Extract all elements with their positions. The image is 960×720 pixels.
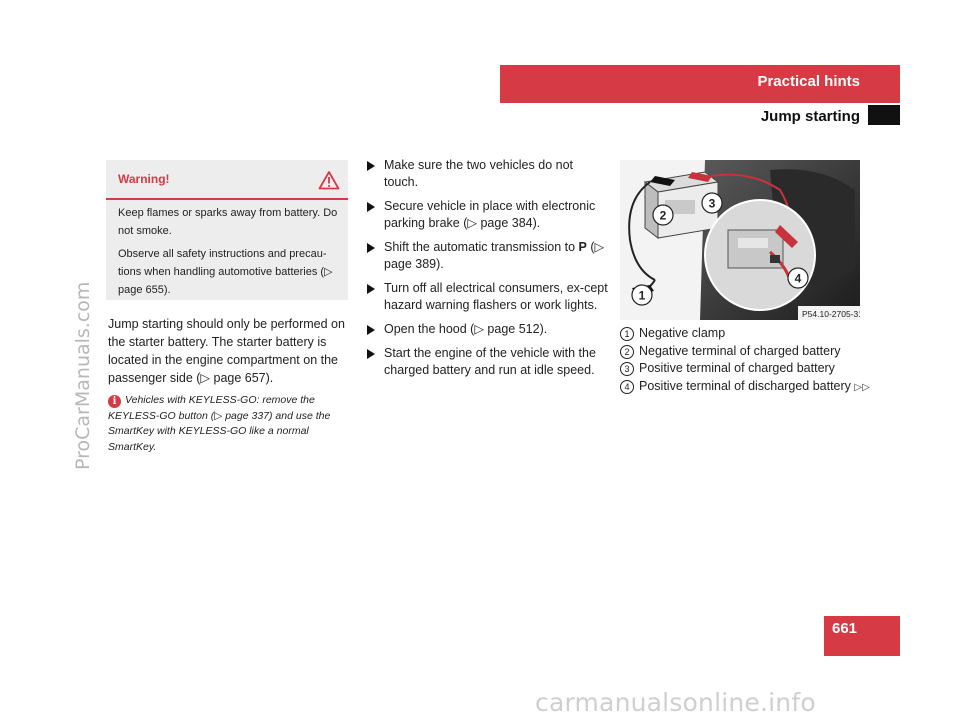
figure-legend [620, 325, 900, 396]
step-item [364, 280, 609, 314]
step-item [364, 321, 609, 338]
legend-item [620, 360, 900, 378]
callout-3: 3 [708, 196, 716, 211]
step-text: Start the engine of the vehicle with the charged battery and run at idle speed. [384, 346, 596, 377]
subsection-title: Jump starting [760, 108, 860, 125]
step-item [364, 198, 609, 232]
warning-body [118, 204, 342, 304]
step-text: Secure vehicle in place with electronic parking brake (▷ page 384). [384, 199, 596, 230]
step-arrow-icon [367, 243, 375, 253]
step-arrow-icon [367, 349, 375, 359]
legend-number: 1 [620, 327, 634, 341]
jump-start-illustration [620, 160, 860, 320]
legend-label: Negative terminal of charged battery [639, 343, 841, 358]
legend-number: 2 [620, 345, 634, 359]
step-arrow-icon [367, 284, 375, 294]
step-text: Open the hood (▷ page 512). [384, 322, 548, 336]
step-item [364, 239, 609, 273]
page-number-box [824, 616, 900, 656]
warning-paragraph: Observe all safety instructions and precau-tions when handling automotive batteries (▷ page 655). [118, 248, 333, 296]
gear-position: P [578, 240, 587, 254]
header-band [500, 65, 900, 103]
legend-number: 3 [620, 362, 634, 376]
step-arrow-icon [367, 325, 375, 335]
callout-4: 4 [794, 271, 802, 286]
step-list [364, 157, 609, 386]
bottom-watermark: carmanualsonline.info [535, 688, 816, 717]
callout-1: 1 [638, 288, 646, 303]
step-arrow-icon [367, 202, 375, 212]
warning-box [106, 160, 348, 300]
side-watermark: ProCarManuals.com [72, 281, 94, 470]
step-arrow-icon [367, 161, 375, 171]
figure-code: P54.10-2705-31 [802, 309, 860, 319]
callout-2: 2 [659, 208, 667, 223]
section-title: Practical hints [757, 73, 860, 90]
step-text: Make sure the two vehicles do not touch. [384, 158, 573, 189]
warning-title: Warning! [118, 172, 170, 186]
continued-icon: ▷▷ [854, 381, 870, 393]
legend-item [620, 378, 900, 397]
intro-paragraph: Jump starting should only be performed on the starter battery. The starter battery is located in the engine compartment on the passenger side (▷ page 657). [108, 317, 345, 385]
legend-number: 4 [620, 380, 634, 394]
legend-label: Negative clamp [639, 326, 726, 340]
legend-label: Positive terminal of discharged battery [639, 378, 851, 393]
page-number: 661 [832, 620, 858, 637]
warning-triangle-icon [318, 170, 340, 195]
step-text: (▷ page 389). [384, 240, 605, 271]
step-text: Turn off all electrical consumers, ex-cept hazard warning flashers or work lights. [384, 281, 608, 312]
info-note-text: Vehicles with KEYLESS-GO: remove the KEYLESS-GO button (▷ page 337) and use the SmartKey with KEYLESS-GO like a normal SmartKey. [108, 394, 331, 453]
warning-paragraph: Keep flames or sparks away from battery. Do not smoke. [118, 207, 338, 237]
step-item [364, 157, 609, 191]
header-marker [868, 105, 900, 125]
jump-start-figure [620, 160, 860, 320]
legend-item [620, 343, 900, 361]
step-text: Shift the automatic transmission to [384, 240, 579, 254]
info-note [108, 393, 348, 455]
legend-item [620, 325, 900, 343]
step-item [364, 345, 609, 379]
warning-divider [106, 198, 348, 200]
legend-label: Positive terminal of charged battery [639, 361, 835, 375]
info-icon: i [108, 395, 121, 408]
